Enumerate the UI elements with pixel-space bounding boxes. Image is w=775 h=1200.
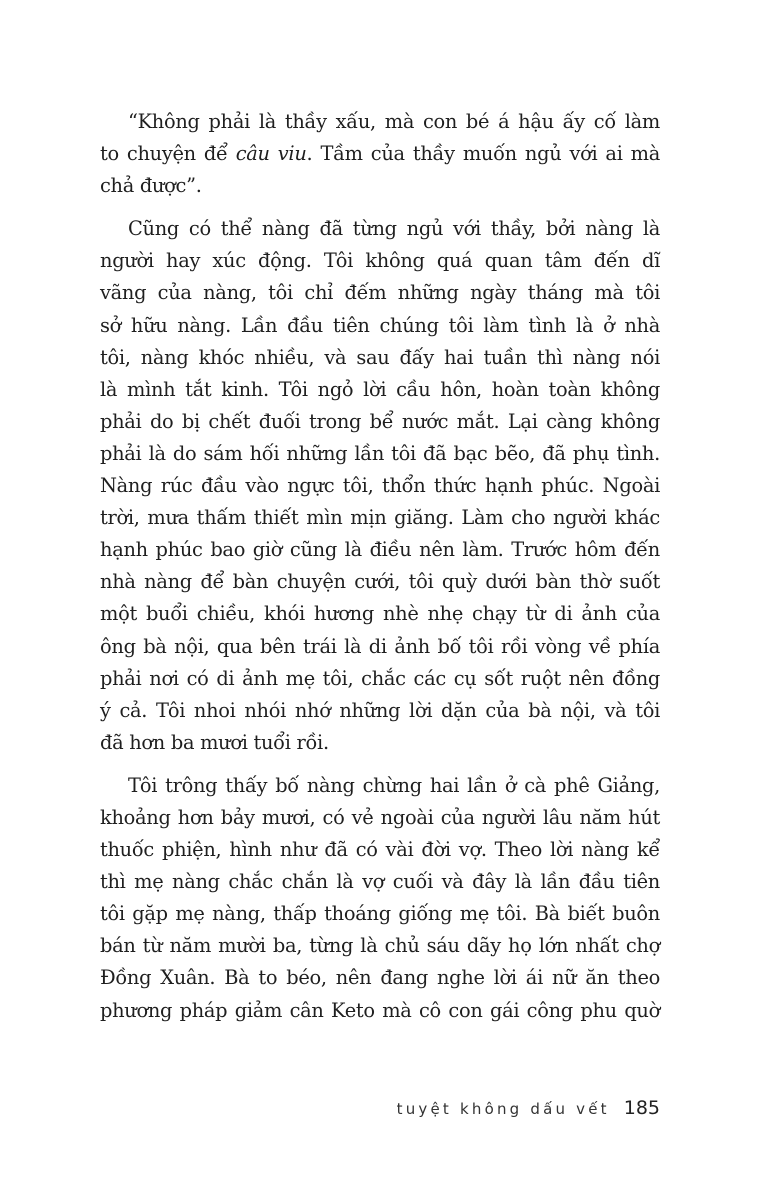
text-run: phải nơi có di ảnh mẹ tôi, chắc các cụ sốt ruột nên đồng <box>100 666 660 690</box>
text-run: to chuyện để <box>100 142 236 166</box>
text-run: Cũng có thể nàng đã từng ngủ với thầy, bởi nàng là <box>128 217 660 241</box>
text-line <box>100 995 660 1027</box>
text-line <box>100 213 660 245</box>
italic-term: câu viu <box>235 142 307 166</box>
text-line <box>100 374 660 406</box>
text-run: phải do bị chết đuối trong bể nước mắt. Lại càng không <box>100 409 660 433</box>
body-text <box>100 106 660 1038</box>
text-run: Nàng rúc đầu vào ngực tôi, thổn thức hạnh phúc. Ngoài <box>100 474 660 498</box>
text-line <box>100 106 660 138</box>
text-run: đã hơn ba mươi tuổi rồi. <box>100 730 329 754</box>
text-run: “Không phải là thầy xấu, mà con bé á hậu ấy cố làm <box>128 110 660 133</box>
text-run: trời, mưa thấm thiết mìn mịn giăng. Làm cho người khác <box>100 506 660 530</box>
paragraph <box>100 213 660 759</box>
text-line <box>100 866 660 898</box>
paragraph <box>100 106 660 202</box>
paragraph <box>100 770 660 1027</box>
text-run: phương pháp giảm cân Keto mà cô con gái công phu quờ <box>100 998 660 1022</box>
text-line <box>100 342 660 374</box>
running-title: tuyệt không dấu vết <box>396 1100 610 1118</box>
text-run: vãng của nàng, tôi chỉ đếm những ngày tháng mà tôi <box>100 281 660 305</box>
text-run: là mình tắt kinh. Tôi ngỏ lời cầu hôn, hoàn toàn không <box>100 377 660 401</box>
text-run: tôi gặp mẹ nàng, thấp thoáng giống mẹ tôi. Bà biết buôn <box>100 902 660 926</box>
text-line <box>100 170 660 202</box>
text-line <box>100 727 660 759</box>
text-run: nhà nàng để bàn chuyện cưới, tôi quỳ dưới bàn thờ suốt <box>100 570 660 594</box>
text-run: thuốc phiện, hình như đã có vài đời vợ. Theo lời nàng kể <box>100 838 660 862</box>
text-run: tôi, nàng khóc nhiều, và sau đấy hai tuần thì nàng nói <box>100 345 660 369</box>
text-run: . Tầm của thầy muốn ngủ với ai mà <box>306 142 660 166</box>
text-run: một buổi chiều, khói hương nhè nhẹ chạy từ di ảnh của <box>100 602 660 626</box>
text-line <box>100 470 660 502</box>
text-run: Đồng Xuân. Bà to béo, nên đang nghe lời ái nữ ăn theo <box>100 966 660 990</box>
text-line <box>100 631 660 663</box>
text-line <box>100 598 660 630</box>
text-run: ý cả. Tôi nhoi nhói nhớ những lời dặn của bà nội, và tôi <box>100 698 660 722</box>
text-run: khoảng hơn bảy mươi, có vẻ ngoài của người lâu năm hút <box>100 805 660 829</box>
text-line <box>100 802 660 834</box>
text-run: thì mẹ nàng chắc chắn là vợ cuối và đây là lần đầu tiên <box>100 870 660 894</box>
text-run: ông bà nội, qua bên trái là di ảnh bố tôi rồi vòng về phía <box>100 634 660 658</box>
text-line <box>100 898 660 930</box>
text-line <box>100 930 660 962</box>
page-number: 185 <box>623 1097 660 1119</box>
text-line <box>100 310 660 342</box>
text-line <box>100 663 660 695</box>
text-line <box>100 770 660 802</box>
text-run: hạnh phúc bao giờ cũng là điều nên làm. Trước hôm đến <box>100 538 660 562</box>
text-run: người hay xúc động. Tôi không quá quan tâm đến dĩ <box>100 249 660 273</box>
text-run: sở hữu nàng. Lần đầu tiên chúng tôi làm tình là ở nhà <box>100 313 660 337</box>
text-line <box>100 502 660 534</box>
text-line <box>100 695 660 727</box>
text-run: chả được”. <box>100 174 202 198</box>
text-run: phải là do sám hối những lần tôi đã bạc bẽo, đã phụ tình. <box>100 441 660 465</box>
text-line <box>100 534 660 566</box>
text-line <box>100 566 660 598</box>
text-line <box>100 138 660 170</box>
text-line <box>100 962 660 994</box>
text-line <box>100 277 660 309</box>
text-line <box>100 834 660 866</box>
text-line <box>100 406 660 438</box>
text-line <box>100 438 660 470</box>
text-line <box>100 245 660 277</box>
text-run: Tôi trông thấy bố nàng chừng hai lần ở cà phê Giảng, <box>128 773 660 797</box>
text-run: bán từ năm mười ba, từng là chủ sáu dãy họ lớn nhất chợ <box>100 934 660 958</box>
page-footer <box>397 1097 660 1119</box>
